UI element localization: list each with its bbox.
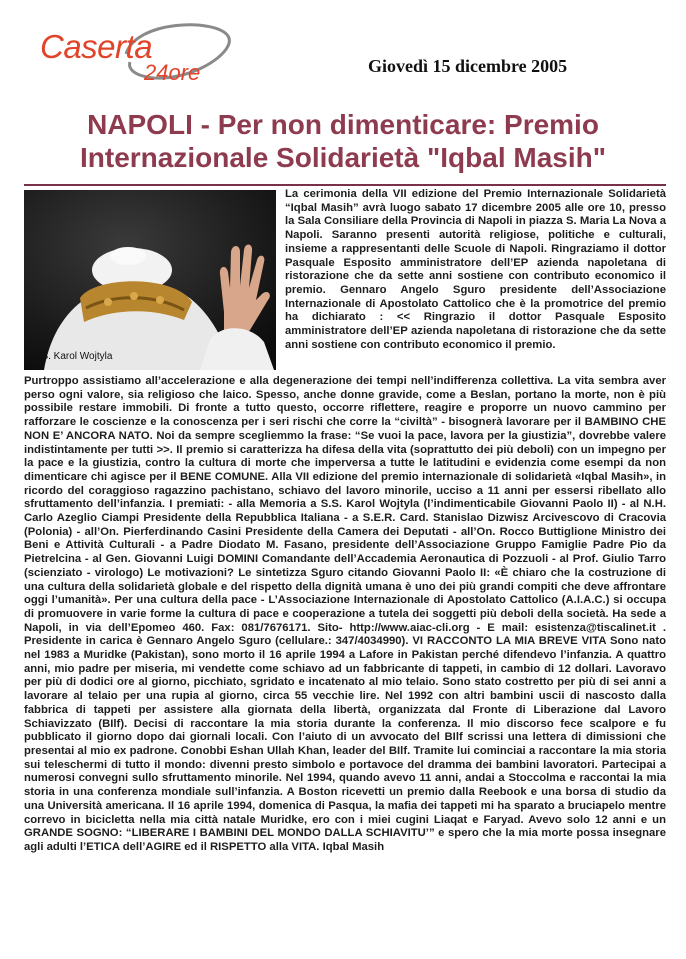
article-photo [24,190,276,370]
article-body-paragraph: Purtroppo assistiamo all’accelerazione e alla degenerazione dei tempi nell’indifferenza collettiva. La vita sembra aver perso ogni valore, sia religioso che laico. Spesso, anche donne gravide, come a Beslan, portano la morte, non è più possibile restare immobili. Di fronte a tutto questo, occorre riflettere, reagire e proporre un nuovo cammino per rafforzare le coscienze e la conoscenza per i seri rischi che corre la “civiltà” - bisognerà lavorare per il BAMBINO CHE NON E’ ANCORA NATO. Noi da sempre scegliemmo la frase: “Se vuoi la pace, lavora per la giustizia”, dovrebbe valere indistintamente per tutti >>. Il premio si caratterizza ha difesa della vita (soprattutto dei più deboli) con un impegno per la pace e la giustizia, contro la cultura di morte che imperversa a tutte le latitudini e evidenzia come esempi da non dimenticare chi agisce per il BENE COMUNE. Alla VII edizione del premio internazionale di solidarietà «Iqbal Masih», in ricordo del coraggioso ragazzino pachistano, schiavo del lavoro minorile, ucciso a 11 anni per essersi ribellato allo sfruttamento dell’infanzia. I premiati: - alla Memoria a S.S. Karol Wojtyla (l’indimenticabile Giovanni Paolo II) - al N.H. Carlo Azeglio Ciampi Presidente della Repubblica Italiana - a S.E.R. Card. Stanislao Dizwisz Arcivescovo di Cracovia (Polonia) - all’On. Pierferdinando Casini Presidente della Camera dei Deputati - all’On. Rocco Buttiglione Ministro dei Beni e Attività Culturali - a Padre Diodato M. Fasano, presidente dell’Associazione Gruppo Famiglie Padre Pio da Pietrelcina - al Gen. Giovanni Luigi DOMINI Comandante dell’Accademia Aeronautica di Pozzuoli - al Prof. Giulio Tarro (scienziato - virologo) Le motivazioni? Le sintetizza Sguro citando Giovanni Paolo II: «È chiaro che la costruzione di una cultura della solidarietà globale e del rispetto della dignità umana è uno dei più grandi compiti che deve affrontare oggi l’umanità». Per una cultura della pace - L’Associazione Internazionale di Apostolato Cattolico (A.I.A.C.) si occupa di promuovere in varie forme la cultura di pace e cooperazione a tutela dei soggetti più deboli della società. Ha sede a Napoli, in via dell’Epomeo 460. Fax: 081/7676171. Sito- http://www.aiac-cli.org - E mail: esistenza@tiscalinet.it . Presidente in carica è Gennaro Angelo Sguro (cellulare.: 347/4034990). VI RACCONTO LA MIA BREVE VITA Sono nato nel 1983 a Muridke (Pakistan), sono morto il 16 aprile 1994 a Lafore in Pakistan perché difendevo l’infanzia. A quattro anni, mio padre per miseria, mi vendette come schiavo ad un fabbricante di tappeti, in cambio di 12 dollari. Lavoravo per più di dodici ore al giorno, picchiato, sgridato e incatenato al mio telaio. Sono stato costretto per più di sei anni a lavorare al telaio per una rupia al giorno, circa 55 vecchie lire. Nel 1992 con altri bambini uscii di nascosto dalla fabbrica di tappeti per assistere alla giornata della libertà, organizzata dal Fronte di Liberazione dal Lavoro Schiavizzato (BIlf). Decisi di raccontare la mia storia durante la conferenza. Il mio discorso fece scalpore e fu pubblicato il giorno dopo dai giornali locali. Con l’aiuto di un avvocato del BIlf scrissi una lettera di dimissioni che presentai al mio ex padrone. Conobbi Eshan Ullah Khan, leader del BIlf. Tramite lui cominciai a raccontare la mia storia sui teleschermi di tutto il mondo: divenni presto simbolo e portavoce del dramma dei bambini lavoratori. Partecipai a numerosi convegni sullo sfruttamento minorile. Nel 1994, quando avevo 11 anni, andai a Stoccolma e raccontai la mia storia in una conferenza mondiale sull’infanzia. A Boston ricevetti un premio dalla Reebook e una borsa di studio da una Università americana. Il 16 aprile 1994, domenica di Pasqua, la mafia dei tappeti mi ha sparato a bruciapelo mentre correvo in bicicletta nella mia città natale Muridke, ero con i miei cugini Liaqat e Faryad. Avevo solo 12 anni e un GRANDE SOGNO: “LIBERARE I BAMBINI DEL MONDO DALLA SCHIAVITU’” e spero che la mia morte possa insegnare agli adulti l’ETICA dell’AGIRE ed il RISPETTO alla VITA. Iqbal Masih [24,375,666,853]
newspaper-logo [38,16,268,94]
headline-divider [24,184,666,186]
photo-caption: S.S. Karol Wojtyla [32,351,113,362]
article-headline: NAPOLI - Per non dimenticare: Premio Internazionale Solidarietà "Iqbal Masih" [80,109,606,173]
logo-word-24ore: 24ore [144,60,201,85]
logo-word-caserta: Caserta [40,28,153,65]
pope-photo-image [24,190,276,370]
publication-date: Giovedì 15 dicembre 2005 [368,56,568,76]
article-intro-paragraph: La cerimonia della VII edizione del Premio Internazionale Solidarietà “Iqbal Masih” avrà luogo sabato 17 dicembre 2005 alle ore 10, presso la Sala Consiliare della Provincia di Napoli in piazza S. Maria La Nova a Napoli. Saranno presenti autorità religiose, politiche e culturali, insieme a rappresentanti delle Scuole di Napoli. Ringraziamo il dottor Pasquale Esposito amministratore dell’EP azienda napoletana di ristorazione che da sette anni sostiene con contributo economico il premio. Gennaro Angelo Sguro presidente dell’Associazione Internazionale di Apostolato Cattolico che è la promotrice del premio ha dichiarato : << Ringrazio il dottor Pasquale Esposito amministratore dell’EP azienda napoletana di ristorazione che da sette anni sostiene con contributo economico il premio. [285,188,666,351]
